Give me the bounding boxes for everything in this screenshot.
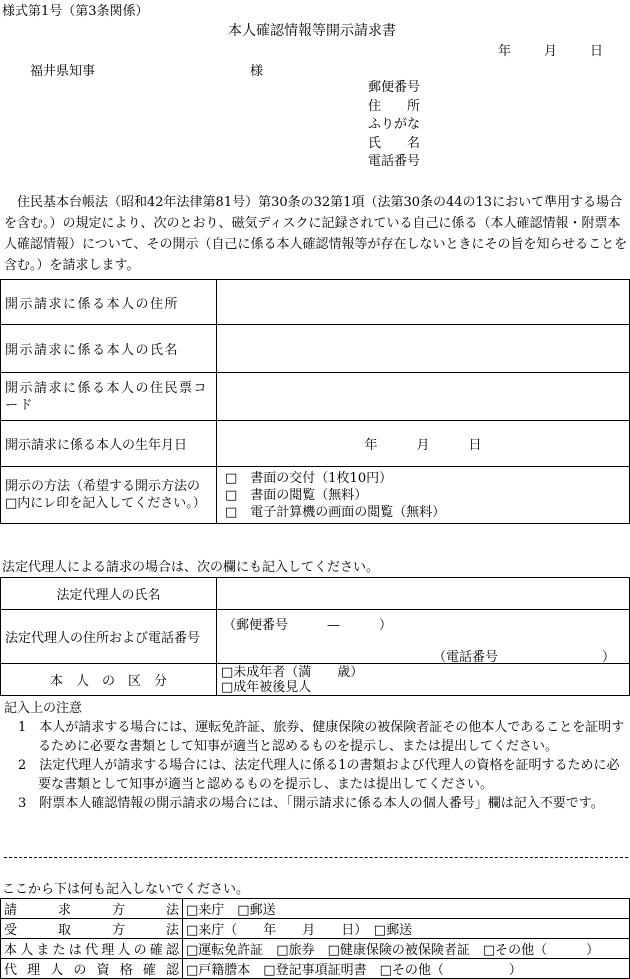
phone-line: （電話番号 ） xyxy=(433,650,616,665)
office-use-table xyxy=(0,898,630,979)
office-identity-check-value: □運転免許証 □旅券 □健康保険の被保険者証 □その他（ ） xyxy=(183,939,630,959)
office-receipt-method-label: 受取方法 xyxy=(1,919,183,939)
form-title: 本人確認情報等開示請求書 xyxy=(228,23,396,39)
address-field[interactable] xyxy=(217,280,630,325)
dob-label: 開示請求に係る本人の生年月日 xyxy=(1,421,217,467)
applicant-name-label: 氏 名 xyxy=(368,135,421,151)
office-request-method-value: □来庁 □郵送 xyxy=(183,899,630,919)
date-day: 日 xyxy=(590,44,604,59)
date-year: 年 xyxy=(498,44,512,59)
cut-line xyxy=(4,857,628,858)
method-options xyxy=(217,467,630,524)
category-options xyxy=(217,664,630,696)
address-label: 開示請求に係る本人の住所 xyxy=(1,280,217,325)
notes-heading: 記入上の注意 xyxy=(4,701,83,716)
option-screen-viewing[interactable]: □ 電子計算機の画面の閲覧（無料） xyxy=(225,504,446,520)
note-1: 1 本人が請求する場合には、運転免許証、旅券、健康保険の被保険者証その他本人であることを証明するために必要な書類として知事が適当と認めるものを提示し、または提出してください。 xyxy=(18,720,625,754)
dob-field[interactable]: 年 月 日 xyxy=(217,421,630,467)
name-label: 開示請求に係る本人の氏名 xyxy=(1,325,217,373)
office-identity-check-label: 本人または代理人の確認 xyxy=(1,939,183,959)
applicant-postal-label: 郵便番号 xyxy=(368,80,421,95)
request-table xyxy=(0,279,630,524)
intro-paragraph: 住民基本台帳法（昭和42年法律第81号）第30条の32第1項（法第30条の44の13において準用する場合を含む。）の規定により、次のとおり、磁気ディスクに記録されている自己に係る（本人確認情報・附票本人確認情報）について、その開示（自己に係る本人確認情報等が存在しないときにその旨を知らせることを含む。）を請求します。 xyxy=(4,195,628,273)
postal-code-line: （郵便番号 — ） xyxy=(223,618,393,633)
office-use-note: ここから下は何も記入しないでください。 xyxy=(2,882,250,897)
applicant-fields xyxy=(368,79,420,172)
agent-note: 法定代理人による請求の場合は、次の欄にも記入してください。 xyxy=(2,560,380,575)
name-field[interactable] xyxy=(217,325,630,373)
form-number: 様式第1号（第3条関係） xyxy=(2,4,149,19)
applicant-phone-label: 電話番号 xyxy=(368,154,421,169)
resident-code-label: 開示請求に係る本人の住民票コード xyxy=(1,373,217,421)
option-paper-viewing[interactable]: □ 書面の閲覧（無料） xyxy=(225,487,368,503)
resident-code-field[interactable] xyxy=(217,373,630,421)
office-request-method-label: 請求方法 xyxy=(1,899,183,919)
agent-name-field[interactable] xyxy=(217,578,630,610)
agent-address-field[interactable] xyxy=(217,610,630,664)
notes-section xyxy=(4,699,628,813)
note-2: 2 法定代理人が請求する場合には、法定代理人に係る1の書類および代理人の資格を証明するために必要な書類として知事が適当と認めるものを提示し、または提出してください。 xyxy=(18,758,620,792)
applicant-address-label: 住 所 xyxy=(368,98,421,114)
office-agent-check-value: □戸籍謄本 □登記事項証明書 □その他（ ） xyxy=(183,959,630,979)
option-adult-ward[interactable]: □成年被後見人 xyxy=(221,679,312,695)
addressee-honorific: 様 xyxy=(250,64,264,79)
note-3: 3 附票本人確認情報の開示請求の場合には、「開示請求に係る本人の個人番号」欄は記入不要です。 xyxy=(18,796,604,811)
agent-table xyxy=(0,577,630,696)
method-label: 開示の方法（希望する開示方法の□内にレ印を記入してください。） xyxy=(1,467,217,524)
option-paper-delivery[interactable]: □ 書面の交付（1枚10円） xyxy=(225,470,393,486)
addressee: 福井県知事 xyxy=(30,64,96,79)
office-receipt-method-value: □来庁（ 年 月 日） □郵送 xyxy=(183,919,630,939)
agent-address-label: 法定代理人の住所および電話番号 xyxy=(1,610,217,664)
agent-name-label: 法定代理人の氏名 xyxy=(1,578,217,610)
office-agent-check-label: 代理人の資格確認 xyxy=(1,959,183,979)
applicant-furigana-label: ふりがな xyxy=(368,117,421,132)
date-month: 月 xyxy=(544,44,558,59)
option-minor[interactable]: □未成年者（満 歳） xyxy=(221,664,364,680)
category-label: 本 人 の 区 分 xyxy=(1,664,217,696)
